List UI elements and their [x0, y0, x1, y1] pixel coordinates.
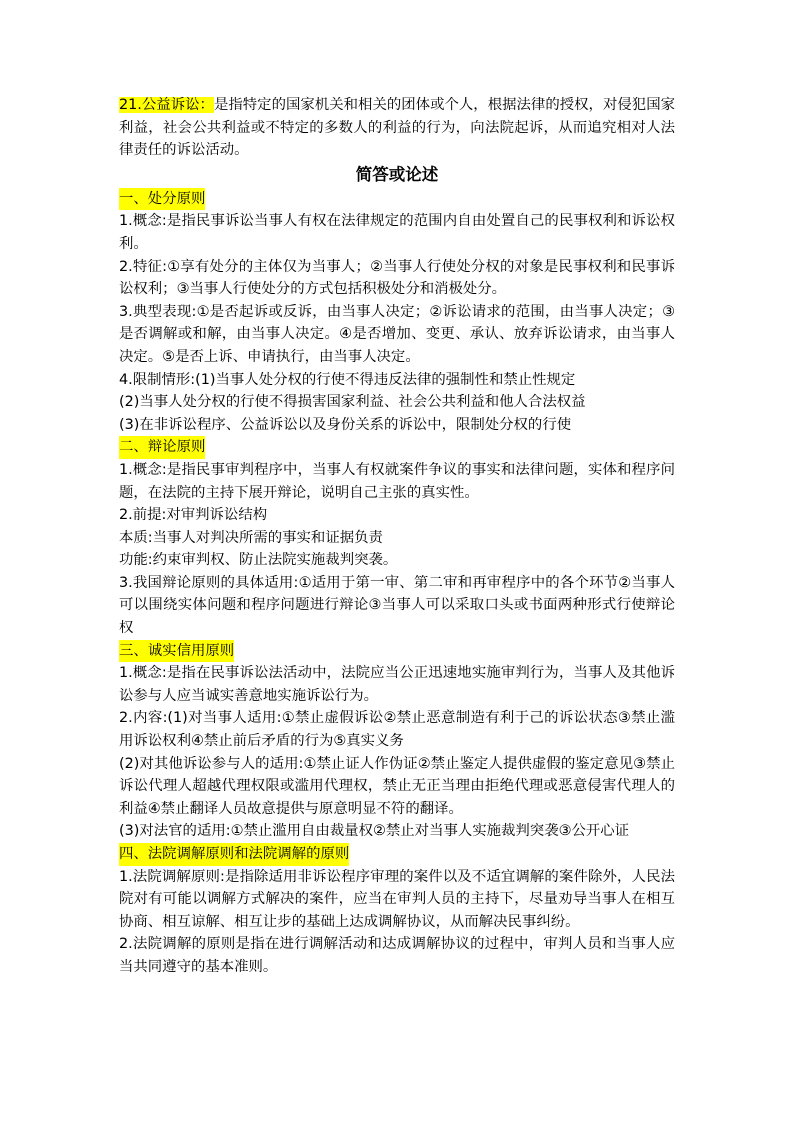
section-1	[119, 188, 675, 437]
paragraph: 2.内容:(1)对当事人适用:①禁止虚假诉讼②禁止恶意制造有利于己的诉讼状态③禁止滥用诉讼权利④禁止前后矛盾的行为⑤真实义务	[119, 710, 675, 750]
section-3	[119, 640, 675, 843]
paragraph: 2.前提:对审判诉讼结构	[119, 507, 268, 524]
paragraph: 1.概念:是指民事诉讼当事人有权在法律规定的范围内自由处置自己的民事权利和诉讼权利。	[119, 213, 675, 252]
paragraph: 3.典型表现:①是否起诉或反诉，由当事人决定；②诉讼请求的范围，由当事人决定；③是否调解或和解，由当事人决定。④是否增加、变更、承认、放弃诉讼请求，由当事人决定。⑤是否上诉、申请执行，由当事人决定。	[119, 303, 675, 365]
paragraph: 2.特征:①享有处分的主体仅为当事人；②当事人行使处分权的对象是民事权利和民事诉讼权利；③当事人行使处分的方式包括积极处分和消极处分。	[119, 258, 675, 298]
paragraph: (2)当事人处分权的行使不得损害国家利益、社会公共利益和他人合法权益	[119, 394, 586, 411]
section-heading: 二、辩论原则	[119, 436, 205, 459]
paragraph: 1.概念:是指民事审判程序中，当事人有权就案件争议的事实和法律问题，实体和程序问题，在法院的主持下展开辩论，说明自己主张的真实性。	[119, 461, 675, 501]
section-heading: 一、处分原则	[119, 188, 205, 211]
paragraph: 2.法院调解的原则是指在进行调解活动和达成调解协议的过程中，审判人员和当事人应当共同遵守的基本准则。	[119, 936, 675, 975]
paragraph: 3.我国辩论原则的具体适用:①适用于第一审、第二审和再审程序中的各个环节②当事人可以围绕实体问题和程序问题进行辩论③当事人可以采取口头或书面两种形式行使辩论权	[119, 574, 675, 637]
document-page	[119, 94, 675, 979]
intro-text: 是指特定的国家机关和相关的团体或个人，根据法律的授权，对侵犯国家利益，社会公共利益或不特定的多数人的利益的行为，向法院起诉，从而追究相对人法律责任的诉讼活动。	[119, 97, 675, 159]
section-heading: 三、诚实信用原则	[119, 640, 234, 663]
paragraph: (3)对法官的适用:①禁止滥用自由裁量权②禁止对当事人实施裁判突袭③公开心证	[119, 823, 630, 840]
paragraph: (2)对其他诉讼参与人的适用:①禁止证人作伪证②禁止鉴定人提供虚假的鉴定意见③禁止诉讼代理人超越代理权限或滥用代理权，禁止无正当理由拒绝代理或恶意侵害代理人的利益④禁止翻译人员故意提供与原意明显不符的翻译。	[119, 755, 675, 817]
intro-paragraph	[119, 94, 675, 162]
section-heading: 四、法院调解原则和法院调解的原则	[119, 843, 349, 866]
intro-term: 21.公益诉讼：	[119, 97, 214, 113]
paragraph: 本质:当事人对判决所需的事实和证据负责	[119, 529, 383, 546]
paragraph: (3)在非诉讼程序、公益诉讼以及身份关系的诉讼中，限制处分权的行使	[119, 416, 572, 433]
section-title: 简答或论述	[355, 164, 439, 184]
section-4	[119, 843, 675, 979]
paragraph: 1.法院调解原则:是指除适用非诉讼程序审理的案件以及不适宜调解的案件除外，人民法院对有可能以调解方式解决的案件，应当在审判人员的主持下，尽量劝导当事人在相互协商、相互谅解、相互让步的基础上达成调解协议，从而解决民事纠纷。	[119, 868, 675, 930]
paragraph: 1.概念:是指在民事诉讼法活动中，法院应当公正迅速地实施审判行为，当事人及其他诉讼参与人应当诚实善意地实施诉讼行为。	[119, 665, 675, 704]
paragraph: 4.限制情形:(1)当事人处分权的行使不得违反法律的强制性和禁止性规定	[119, 371, 576, 388]
section-2	[119, 436, 675, 639]
paragraph: 功能:约束审判权、防止法院实施裁判突袭。	[119, 552, 398, 569]
